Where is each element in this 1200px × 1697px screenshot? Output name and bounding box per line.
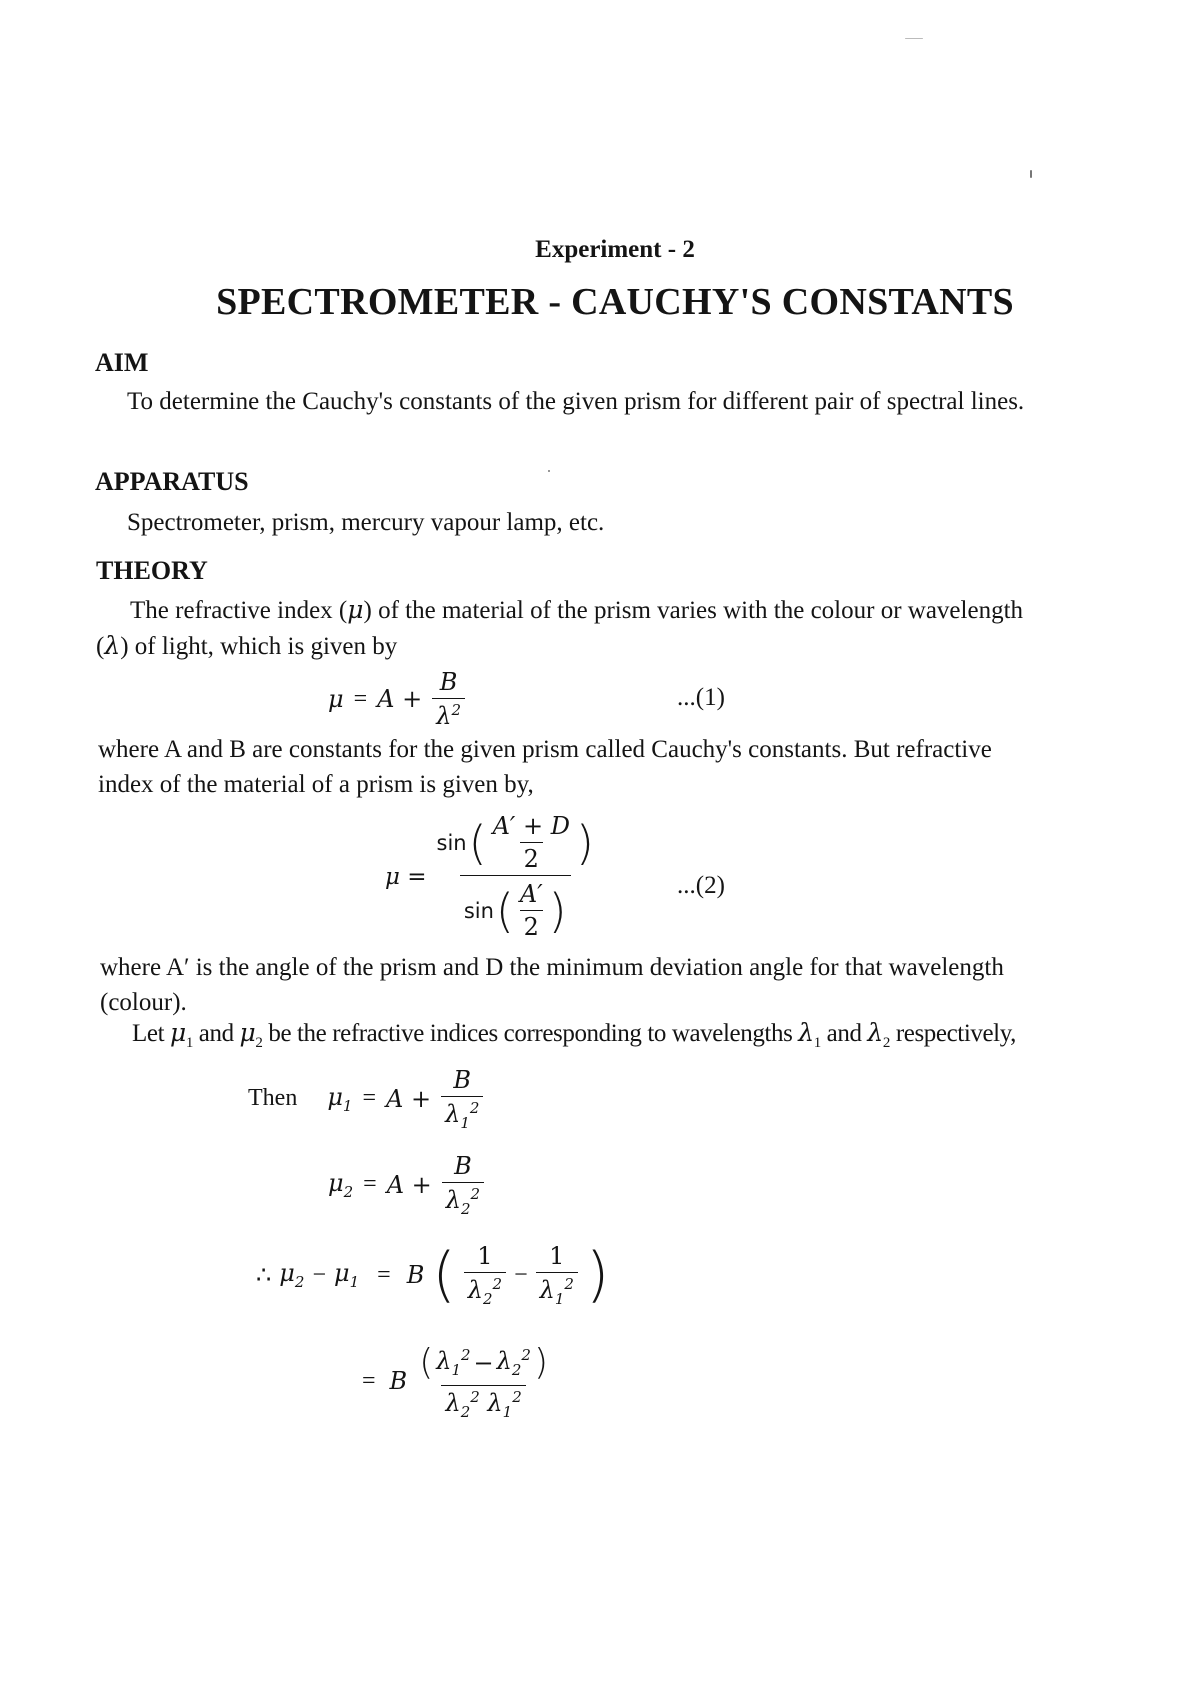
- mu2-symbol: $\mu_2$: [328, 1169, 354, 1201]
- eq1-denominator: $\lambda^2$: [432, 698, 465, 730]
- derivation-difference: ∴ $\mu_2$ − $\mu_1$ = B ( $\frac{1}{\lambda_2^2}$ − $\frac{1}{\lambda_1^2}$ ): [256, 1240, 610, 1310]
- theory-heading: THEORY: [96, 556, 208, 585]
- eq1-numerator: B: [439, 668, 458, 696]
- eq2-lhs: μ =: [385, 863, 427, 890]
- derivation-mu1: [248, 1066, 483, 1132]
- eq1-fraction: [432, 668, 465, 730]
- equation-1: [328, 668, 465, 730]
- aim-paragraph: To determine the Cauchy's constants of the given prism for different pair of spectral lines.: [127, 388, 1025, 415]
- eq2-numerator: sin ( $\frac{A' + D}{2}$ ): [436, 812, 594, 873]
- eq2-bottom-fraction: [516, 880, 547, 941]
- eq2-bottom-num: A′: [519, 880, 543, 908]
- eq1-rhs-prefix: A +: [377, 685, 423, 713]
- let-line: Let $\mu_1$ and $\mu_2$ be the refractive indices corresponding to wavelengths $\lambda_1$ and $\lambda_2$ respectively,: [132, 1018, 1017, 1051]
- intro-text-1: The refractive index (: [130, 597, 348, 624]
- page-title: SPECTROMETER - CAUCHY'S CONSTANTS: [216, 281, 1014, 323]
- apparatus-text: Spectrometer, prism, mercury vapour lamp, etc.: [127, 509, 605, 536]
- equals-sign: =: [362, 1085, 377, 1112]
- eq2-top-num: A′ + D: [492, 812, 570, 840]
- aim-heading: AIM: [95, 348, 149, 377]
- a-plus: A +: [386, 1170, 432, 1199]
- intro-text-2: ) of the material of the prism varies with the colour or wavelength (: [96, 597, 1024, 660]
- apparatus-heading: APPARATUS: [95, 467, 249, 496]
- text-after-eq2: where A′ is the angle of the prism and D the minimum deviation angle for that wavelength (colour).: [100, 954, 1004, 1016]
- scan-speck: [548, 470, 550, 472]
- then-label: Then: [248, 1085, 298, 1112]
- eq1-lhs: μ: [328, 685, 344, 713]
- theory-intro: [96, 592, 1046, 664]
- eq2-top-den: 2: [520, 842, 543, 873]
- derivation-mu2: [328, 1152, 484, 1218]
- mu2-fraction: $\frac{B}{\lambda_2^2}$: [442, 1152, 484, 1218]
- mu1-fraction: $\frac{B}{\lambda_1^2}$: [441, 1066, 483, 1132]
- eq1-equals: =: [353, 685, 368, 712]
- eq2-number: ...(2): [677, 872, 725, 899]
- mu-symbol: μ: [347, 595, 364, 624]
- combined-fraction: ( $\lambda_1^2$ − $\lambda_2^2$ ) $\lambda_2^2$ $\lambda_1^2$: [419, 1342, 549, 1421]
- intro-text-3: ) of light, which is given by: [120, 633, 398, 660]
- sin-label: sin: [463, 898, 494, 923]
- equals-sign: =: [363, 1171, 377, 1198]
- scan-speck: [905, 38, 923, 39]
- eq2-bottom-den: 2: [520, 910, 543, 941]
- mu1-symbol: $\mu_1$: [327, 1083, 353, 1115]
- diff-frac-2: $\frac{1}{\lambda_1^2}$: [536, 1242, 578, 1308]
- scan-speck: [1030, 170, 1032, 178]
- experiment-label: Experiment - 2: [535, 236, 695, 263]
- eq1-number: ...(1): [677, 684, 725, 711]
- sin-label: sin: [436, 830, 467, 855]
- derivation-combined: = B ( $\lambda_1^2$ − $\lambda_2^2$ ) $\lambda_2^2$ $\lambda_1^2$: [362, 1342, 552, 1421]
- eq2-main-fraction: [433, 812, 598, 941]
- equation-2: [385, 812, 598, 941]
- eq2-top-fraction: [489, 812, 574, 873]
- diff-frac-1: $\frac{1}{\lambda_2^2}$: [464, 1242, 506, 1308]
- therefore-symbol: ∴: [256, 1262, 272, 1289]
- lambda-symbol: λ: [104, 631, 121, 660]
- aim-text: [93, 384, 1038, 419]
- eq2-denominator: sin ( $\frac{A'}{2}$ ): [460, 875, 571, 941]
- a-plus: A +: [386, 1084, 432, 1113]
- text-after-eq1: where A and B are constants for the given prism called Cauchy's constants. But refractive index of the material of a prism is given by,: [98, 736, 992, 798]
